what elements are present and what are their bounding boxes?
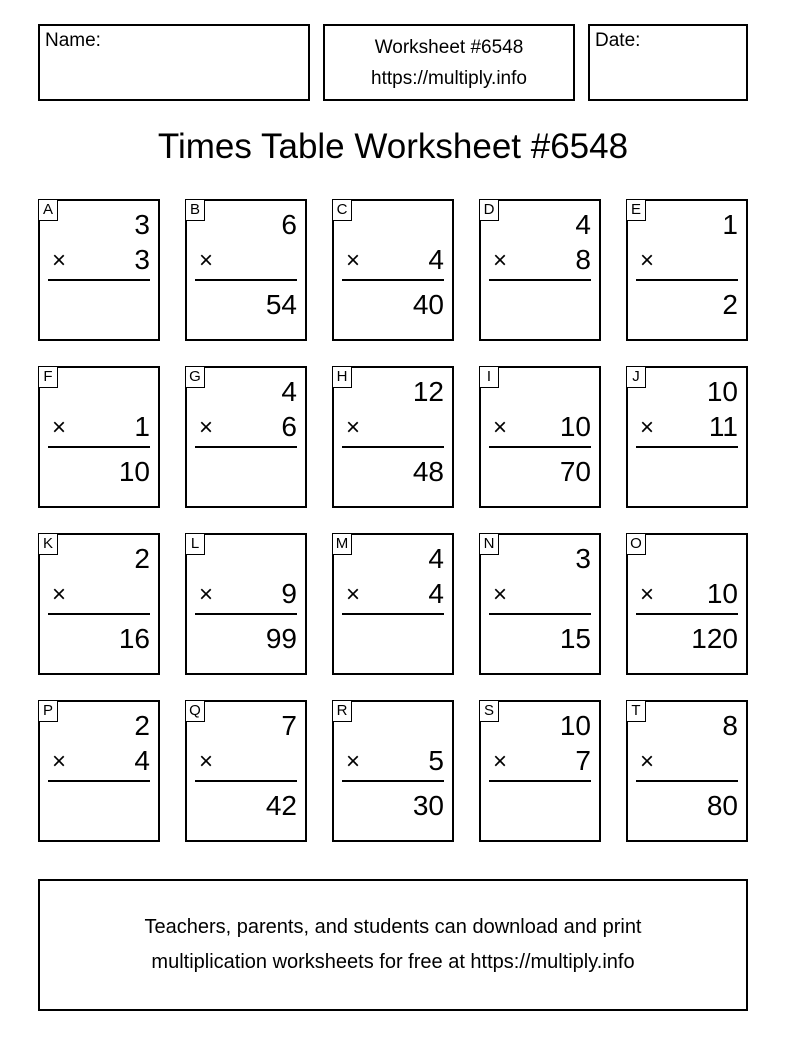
multiplier: 3	[134, 244, 150, 275]
times-sign: ×	[199, 414, 214, 441]
worksheet-id: Worksheet #6548	[374, 36, 524, 58]
product: 40	[412, 289, 444, 320]
multiplicand: 10	[706, 376, 738, 407]
multiplicand: 7	[281, 710, 297, 741]
times-sign: ×	[346, 581, 361, 608]
product: 16	[118, 623, 150, 654]
problem-c	[332, 199, 454, 341]
problem-letter: L	[185, 533, 205, 555]
times-sign: ×	[52, 748, 67, 775]
answer-rule	[636, 613, 738, 615]
problem-p	[38, 700, 160, 842]
footer-line-2: multiplication worksheets for free at https://multiply.info	[151, 951, 635, 973]
problem-letter: D	[479, 199, 499, 221]
multiplicand: 4	[575, 209, 591, 240]
date-box[interactable]	[588, 24, 748, 101]
times-sign: ×	[493, 748, 508, 775]
problem-letter: R	[332, 700, 352, 722]
times-sign: ×	[640, 247, 655, 274]
date-label: Date:	[595, 30, 641, 51]
answer-rule	[48, 780, 150, 782]
multiplier: 4	[428, 578, 444, 609]
answer-rule	[342, 279, 444, 281]
product: 42	[265, 790, 297, 821]
problem-t	[626, 700, 748, 842]
multiplier: 9	[281, 578, 297, 609]
problem-b	[185, 199, 307, 341]
multiplicand: 8	[722, 710, 738, 741]
answer-rule	[636, 446, 738, 448]
answer-rule	[195, 613, 297, 615]
footer-line-1: Teachers, parents, and students can download and print	[144, 916, 642, 938]
multiplicand: 3	[134, 209, 150, 240]
times-sign: ×	[346, 414, 361, 441]
product: 120	[691, 623, 738, 654]
multiplier: 10	[559, 411, 591, 442]
problem-letter: K	[38, 533, 58, 555]
problem-r	[332, 700, 454, 842]
product: 70	[559, 456, 591, 487]
problem-i	[479, 366, 601, 508]
answer-rule	[489, 613, 591, 615]
answer-rule	[48, 613, 150, 615]
worksheet-url: https://multiply.info	[371, 67, 527, 89]
problem-letter: N	[479, 533, 499, 555]
problem-letter: E	[626, 199, 646, 221]
answer-rule	[48, 446, 150, 448]
multiplicand: 3	[575, 543, 591, 574]
footer-box	[38, 879, 748, 1011]
problem-letter: T	[626, 700, 646, 722]
problem-q	[185, 700, 307, 842]
answer-rule	[48, 279, 150, 281]
answer-rule	[342, 446, 444, 448]
problem-letter: Q	[185, 700, 205, 722]
problem-letter: O	[626, 533, 646, 555]
answer-rule	[489, 780, 591, 782]
multiplicand: 12	[412, 376, 444, 407]
problem-letter: S	[479, 700, 499, 722]
product: 80	[706, 790, 738, 821]
multiplicand: 2	[134, 543, 150, 574]
problem-l	[185, 533, 307, 675]
problem-letter: M	[332, 533, 352, 555]
answer-rule	[195, 780, 297, 782]
times-sign: ×	[346, 247, 361, 274]
multiplier: 4	[428, 244, 444, 275]
times-sign: ×	[640, 414, 655, 441]
problem-k	[38, 533, 160, 675]
answer-rule	[195, 279, 297, 281]
problem-letter: H	[332, 366, 352, 388]
answer-rule	[489, 279, 591, 281]
problem-letter: C	[332, 199, 352, 221]
answer-rule	[489, 446, 591, 448]
problem-letter: J	[626, 366, 646, 388]
times-sign: ×	[52, 247, 67, 274]
problem-letter: G	[185, 366, 205, 388]
answer-rule	[342, 613, 444, 615]
multiplicand: 1	[722, 209, 738, 240]
problem-f	[38, 366, 160, 508]
times-sign: ×	[199, 748, 214, 775]
answer-rule	[636, 780, 738, 782]
answer-rule	[195, 446, 297, 448]
product: 30	[412, 790, 444, 821]
multiplier: 7	[575, 745, 591, 776]
multiplier: 6	[281, 411, 297, 442]
name-box[interactable]	[38, 24, 310, 101]
times-sign: ×	[493, 581, 508, 608]
multiplier: 4	[134, 745, 150, 776]
multiplier: 5	[428, 745, 444, 776]
multiplicand: 2	[134, 710, 150, 741]
times-sign: ×	[52, 581, 67, 608]
problem-m	[332, 533, 454, 675]
problem-letter: B	[185, 199, 205, 221]
product: 99	[265, 623, 297, 654]
problem-d	[479, 199, 601, 341]
problem-n	[479, 533, 601, 675]
problem-h	[332, 366, 454, 508]
multiplier: 10	[706, 578, 738, 609]
times-sign: ×	[199, 581, 214, 608]
problem-letter: I	[479, 366, 499, 388]
problem-a	[38, 199, 160, 341]
problem-g	[185, 366, 307, 508]
problem-letter: F	[38, 366, 58, 388]
multiplier: 1	[134, 411, 150, 442]
multiplier: 8	[575, 244, 591, 275]
answer-rule	[342, 780, 444, 782]
product: 10	[118, 456, 150, 487]
product: 48	[412, 456, 444, 487]
name-label: Name:	[45, 30, 101, 51]
multiplicand: 4	[281, 376, 297, 407]
multiplicand: 6	[281, 209, 297, 240]
problem-e	[626, 199, 748, 341]
times-sign: ×	[640, 581, 655, 608]
times-sign: ×	[640, 748, 655, 775]
product: 2	[722, 289, 738, 320]
multiplier: 11	[708, 411, 738, 442]
page-title: Times Table Worksheet #6548	[157, 127, 629, 166]
answer-rule	[636, 279, 738, 281]
multiplicand: 4	[428, 543, 444, 574]
problem-o	[626, 533, 748, 675]
problem-letter: A	[38, 199, 58, 221]
product: 15	[559, 623, 591, 654]
times-sign: ×	[493, 247, 508, 274]
problem-letter: P	[38, 700, 58, 722]
multiplicand: 10	[559, 710, 591, 741]
problem-j	[626, 366, 748, 508]
times-sign: ×	[346, 748, 361, 775]
product: 54	[265, 289, 297, 320]
times-sign: ×	[52, 414, 67, 441]
worksheet-id-box	[323, 24, 575, 101]
times-sign: ×	[199, 247, 214, 274]
times-sign: ×	[493, 414, 508, 441]
problem-s	[479, 700, 601, 842]
